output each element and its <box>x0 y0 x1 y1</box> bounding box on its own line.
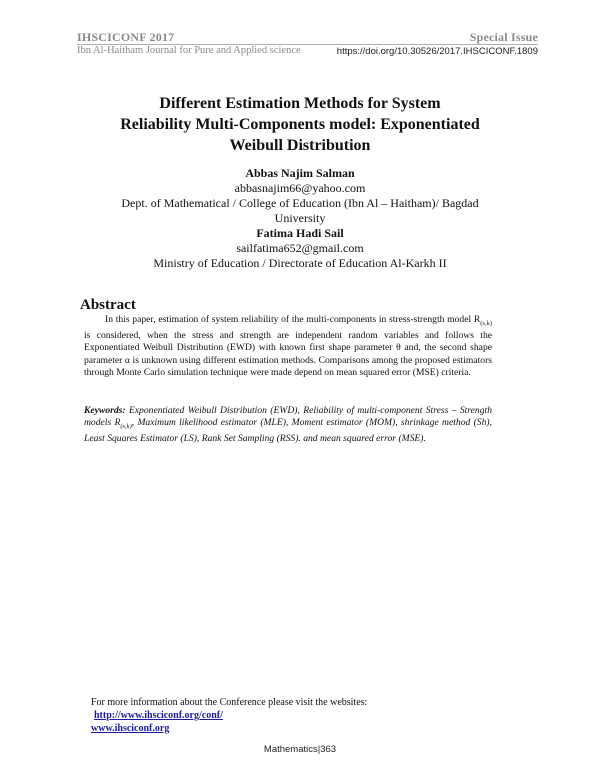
author-block-1 <box>80 166 520 226</box>
author-affiliation-1b: University <box>274 211 326 225</box>
author-name-2: Fatima Hadi Sail <box>256 226 344 240</box>
keywords-text-2: , Maximum likelihood estimator (MLE), Moment estimator (MOM), shrinkage method (Sh), Least Squares Estimator (LS), Rank Set Sampling (RSS). and mean squared error (MSE). <box>84 417 492 445</box>
author-affiliation-2: Ministry of Education / Directorate of Education Al-Karkh II <box>153 256 447 270</box>
keywords <box>84 405 492 446</box>
doi <box>337 46 538 57</box>
author-name-1: Abbas Najim Salman <box>245 166 355 180</box>
abstract-text <box>84 314 492 379</box>
author-email-1: abbasnajim66@yahoo.com <box>234 181 366 195</box>
journal-name: Ibn Al-Haitham Journal for Pure and Applied science <box>77 45 301 56</box>
footer-link-2[interactable]: www.ihsciconf.org <box>91 723 170 734</box>
keywords-text-1: Exponentiated Weibull Distribution (EWD), Reliability of multi-component Stress – Strength models R <box>84 405 492 429</box>
abstract-text-2: is considered, when the stress and strength are independent random variables and follows the Exponentiated Weibull Distribution (EWD) with known first shape parameter θ and, the second shape parameter α is unknown using different estimation methods. Comparisons among the proposed estimators through Monte Carlo simulation technique were made depend on mean squared error (MSE) criteria. <box>84 330 492 378</box>
keywords-label: Keywords: <box>84 405 126 416</box>
issue-label: Special Issue <box>469 30 538 44</box>
doi-prefix: https://doi.org/ <box>336 46 397 57</box>
paper-title <box>60 93 540 156</box>
keywords-subscript: (s,k) <box>120 423 132 431</box>
author-affiliation-1a: Dept. of Mathematical / College of Education (Ibn Al – Haitham)/ Bagdad <box>121 196 479 210</box>
footer-note <box>91 696 367 735</box>
doi-link[interactable]: 10.30526/2017.IHSCICONF.1809 <box>396 46 538 57</box>
title-line-2: Reliability Multi-Components model: Exponentiated <box>120 116 480 133</box>
page-label: Mathematics|363 <box>263 744 337 755</box>
author-block-2 <box>80 226 520 271</box>
title-line-1: Different Estimation Methods for System <box>159 95 441 112</box>
abstract-heading: Abstract <box>80 297 136 313</box>
title-line-3: Weibull Distribution <box>229 137 371 154</box>
author-email-2: sailfatima652@gmail.com <box>236 241 364 255</box>
footer-link-1[interactable]: http://www.ihsciconf.org/conf/ <box>94 710 223 721</box>
conference-name: IHSCICONF 2017 <box>77 30 175 44</box>
footer-note-text: For more information about the Conference please visit the websites: <box>91 697 368 708</box>
abstract-subscript: (s,k) <box>480 319 492 327</box>
abstract-text-1: In this paper, estimation of system reliability of the multi-components in stress-strength model R <box>105 314 481 325</box>
